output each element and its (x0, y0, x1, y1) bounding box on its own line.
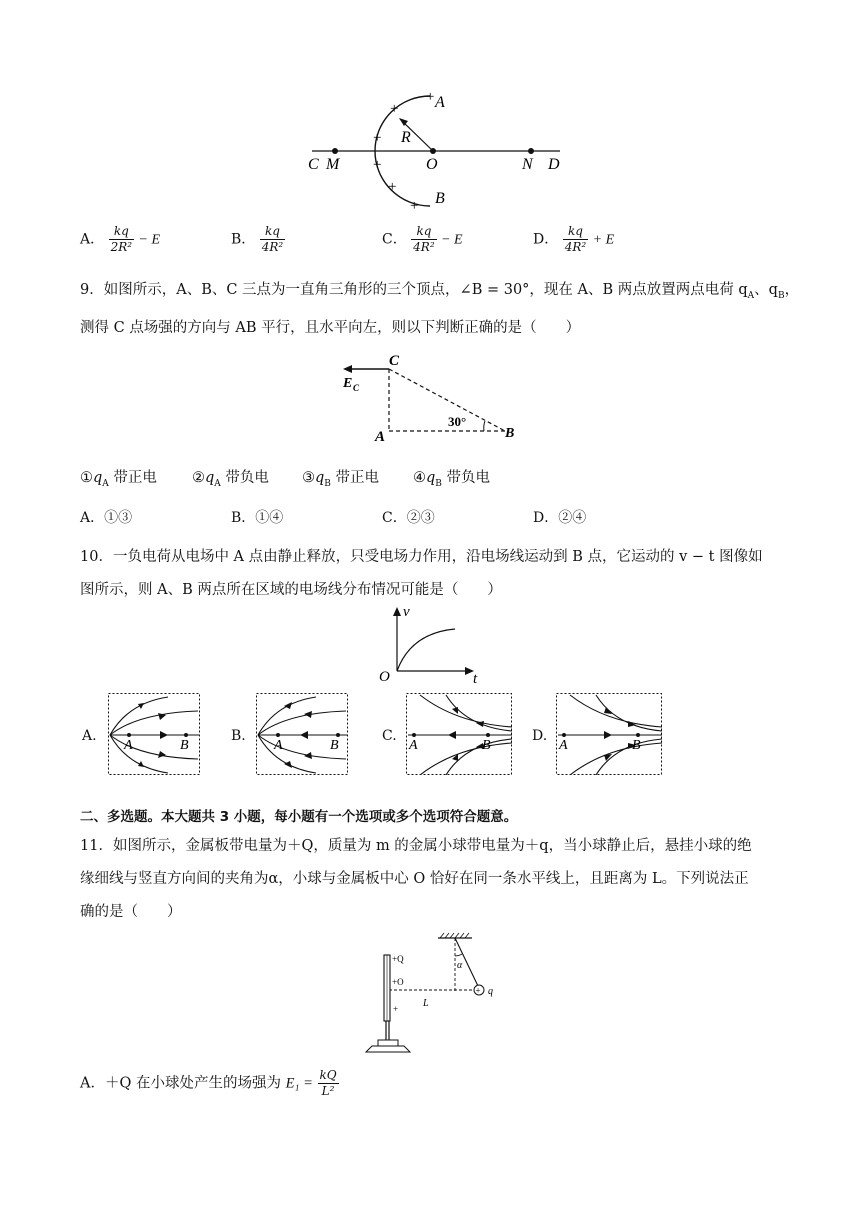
q10-field-diagram-a (108, 693, 200, 775)
label-v: v (403, 604, 410, 620)
svg-text:B: B (180, 738, 189, 753)
q10-stem-line2: 图所示，则 A、B 两点所在区域的电场线分布情况可能是（ ） (80, 582, 502, 598)
svg-text:B: B (632, 738, 641, 753)
q10-option-b[interactable]: B. (231, 728, 246, 744)
label-B: B (505, 426, 515, 441)
q10-option-a[interactable]: A. (82, 728, 97, 744)
svg-text:+: + (373, 130, 382, 146)
svg-text:+: + (475, 985, 481, 996)
q8-figure (300, 85, 580, 215)
q9-option-a[interactable]: A．①③ (80, 510, 133, 526)
q8-option-d[interactable]: D． $\frac{kq}{\text{4R²}}$ + E (533, 224, 615, 254)
q10-field-diagram-d (556, 693, 662, 775)
label-Ec: E (343, 376, 353, 391)
q10-option-c[interactable]: C. (382, 728, 397, 744)
svg-text:+: + (390, 101, 399, 117)
q11-stem-line2: 缘细线与竖直方向间的夹角为α，小球与金属板中心 O 恰好在同一条水平线上，且距离为 L。下列说法正 (80, 871, 749, 887)
q9-option-d[interactable]: D．②④ (533, 510, 587, 526)
q9-statement-4: $④q_B$ 带负电 (413, 470, 491, 489)
svg-text:+O: +O (392, 977, 404, 987)
q11-stem-line1: 11．如图所示，金属板带电量为＋Q，质量为 m 的金属小球带电量为＋q，当小球静止后，悬挂小球的绝 (80, 838, 752, 854)
label-alpha: α (457, 960, 463, 971)
label-O: O (379, 669, 390, 685)
svg-text:+: + (410, 198, 419, 214)
label-q: q (488, 986, 493, 997)
q9-stem-line1: 9．如图所示，A、B、C 三点为一直角三角形的三个顶点，∠B = 30°，现在 A、B 两点放置两点电荷 $q_A$、$q_B$， (80, 282, 800, 301)
q9-option-b[interactable]: B．①④ (231, 510, 284, 526)
label-A: A (435, 94, 445, 111)
label-N: N (522, 156, 533, 173)
svg-text:+: + (393, 1004, 399, 1014)
svg-text:A: A (409, 738, 418, 753)
plus-sign: + (426, 89, 435, 105)
svg-text:+: + (388, 179, 397, 195)
q11-option-a[interactable]: A．＋Q 在小球处产生的场强为 E₁ = $\frac{kQ}{\text{L²}}$ (80, 1068, 337, 1098)
q9-statement-1: $①q_A$ 带正电 (80, 470, 157, 489)
q9-statement-2: $②q_A$ 带负电 (192, 470, 269, 489)
label-plusQ: +Q (392, 954, 404, 964)
q9-figure (335, 345, 535, 445)
q8-option-a[interactable]: A． $\frac{kq}{\text{2R²}}$ − E (80, 224, 161, 254)
svg-text:A: A (274, 738, 283, 753)
label-D: D (548, 156, 560, 173)
label-t: t (473, 671, 478, 685)
label-A: A (375, 429, 386, 445)
label-M: M (326, 156, 340, 173)
label-R: R (401, 129, 411, 146)
label-C: C (308, 156, 319, 173)
label-O: O (426, 156, 438, 173)
q10-field-diagram-b (256, 693, 348, 775)
q9-option-c[interactable]: C．②③ (382, 510, 435, 526)
q10-field-diagram-c (406, 693, 512, 775)
q10-vt-graph (375, 603, 485, 685)
svg-text:B: B (330, 738, 339, 753)
q10-stem-line1: 10．一负电荷从电场中 A 点由静止释放，只受电场力作用，沿电场线运动到 B 点，它运动的 v − t 图像如 (80, 549, 763, 565)
q9-statement-3: $③q_B$ 带正电 (302, 470, 380, 489)
svg-text:B: B (482, 738, 491, 753)
svg-text:C: C (353, 383, 360, 393)
svg-text:A: A (124, 738, 133, 753)
q9-stem-line2: 测得 C 点场强的方向与 AB 平行，且水平向左，则以下判断正确的是（ ） (80, 320, 581, 336)
section-2-title: 二、多选题。本大题共 3 小题，每小题有一个选项或多个选项符合题意。 (80, 809, 518, 825)
label-L: L (423, 998, 429, 1009)
svg-text:A: A (559, 738, 568, 753)
q11-stem-line3: 确的是（ ） (80, 904, 182, 920)
label-C: C (389, 353, 400, 369)
label-B: B (435, 190, 445, 207)
svg-text:+: + (373, 157, 382, 173)
q10-option-d[interactable]: D. (532, 728, 548, 744)
q8-option-b[interactable]: B． $\frac{kq}{\text{4R²}}$ (231, 224, 284, 254)
angle-30: 30° (448, 414, 467, 429)
q11-figure (360, 930, 510, 1056)
q8-option-c[interactable]: C． $\frac{kq}{\text{4R²}}$ − E (382, 224, 463, 254)
